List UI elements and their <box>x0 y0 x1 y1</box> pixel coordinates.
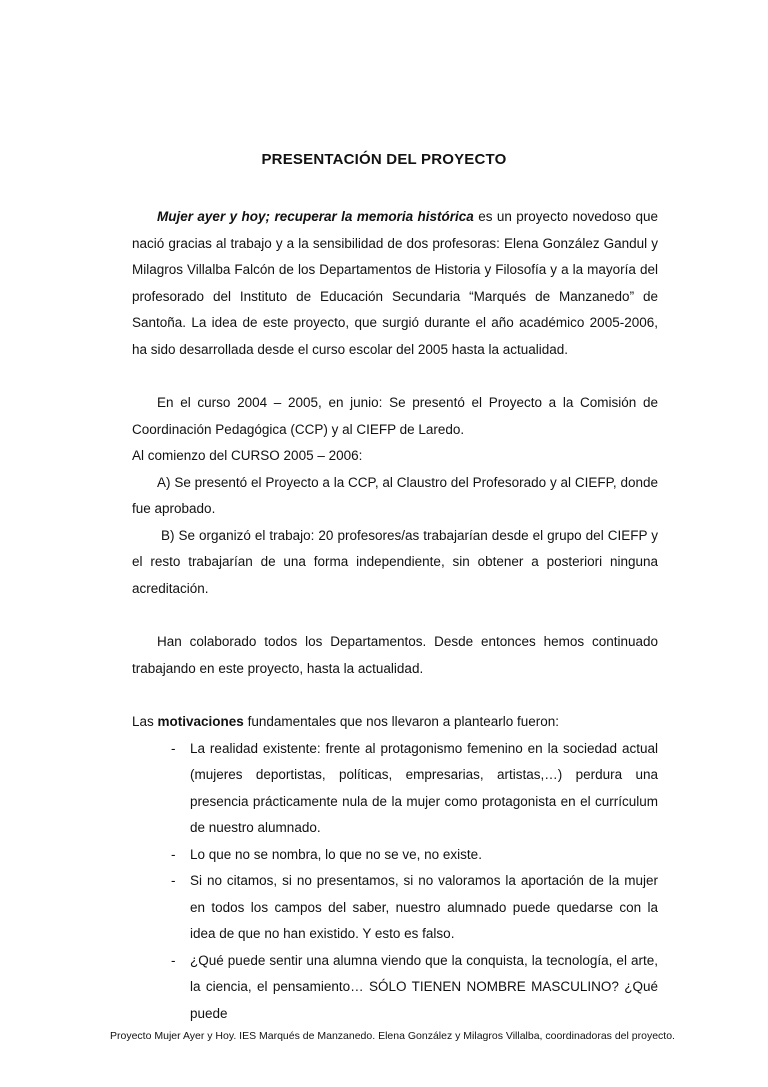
list-item <box>132 736 658 842</box>
motivations-suffix: fundamentales que nos llevaron a plantearlo fueron: <box>243 714 560 729</box>
dash-bullet: - <box>171 740 176 756</box>
collab-paragraph: Han colaborado todos los Departamentos. Desde entonces hemos continuado trabajando en este proyecto, hasta la actualidad. <box>132 634 658 676</box>
project-name: Mujer ayer y hoy; recuperar la memoria histórica <box>157 209 474 224</box>
list-item-text: La realidad existente: frente al protagonismo femenino en la sociedad actual (mujeres deportistas, políticas, empresarias, artistas,…) perdura una presencia prácticamente nula de la mujer como protagonista en el currículum de nuestro alumnado. <box>190 740 658 835</box>
page-footer: Proyecto Mujer Ayer y Hoy. IES Marqués de Manzanedo. Elena González y Milagros Villalba, coordinadoras del proyecto. <box>110 1030 675 1042</box>
history-item-a: A) Se presentó el Proyecto a la CCP, al Claustro del Profesorado y al CIEFP, donde fue aprobado. <box>132 474 658 516</box>
page-title: PRESENTACIÓN DEL PROYECTO <box>261 151 507 168</box>
motivations-bold: motivaciones <box>157 714 244 729</box>
history-paragraph-2: Al comienzo del CURSO 2005 – 2006: <box>132 448 363 463</box>
motivations-intro <box>132 709 658 736</box>
dash-bullet: - <box>171 873 176 888</box>
spacer <box>132 602 658 629</box>
dash-bullet: - <box>171 846 176 862</box>
history-item-b: B) Se organizó el trabajo: 20 profesores/as trabajarían desde el grupo del CIEFP y el resto trabajarían de una forma independiente, sin obtener a posteriori ninguna acreditación. <box>132 527 658 596</box>
history-paragraph-1: En el curso 2004 – 2005, en junio: Se presentó el Proyecto a la Comisión de Coordinación Pedagógica (CCP) y al CIEFP de Laredo. <box>132 395 658 437</box>
spacer <box>132 682 658 709</box>
motivations-prefix: Las <box>132 714 158 729</box>
document-body <box>132 204 658 1027</box>
intro-paragraph <box>132 204 658 363</box>
list-item-text: Si no citamos, si no presentamos, si no valoramos la aportación de la mujer en todos los campos del saber, nuestro alumnado puede quedarse con la idea de que no han existido. Y esto es falso. <box>190 873 658 941</box>
list-item-text: Lo que no se nombra, lo que no se ve, no existe. <box>190 846 482 862</box>
spacer <box>132 363 658 390</box>
list-item <box>132 868 658 948</box>
list-item <box>132 948 658 1028</box>
motivations-list <box>132 736 658 1028</box>
dash-bullet: - <box>171 952 176 968</box>
intro-text: es un proyecto novedoso que nació gracias al trabajo y a la sensibilidad de dos profesoras: Elena González Gandul y Milagros Villalba Falcón de los Departamentos de Historia y Filosofía y a la mayoría del profesorado del Instituto de Educación Secundaria “Marqués de Manzanedo” de Santoña. La idea de este proyecto, que surgió durante el año académico 2005-2006, ha sido desarrollada desde el curso escolar del 2005 hasta la actualidad. <box>132 209 658 357</box>
list-item-text: ¿Qué puede sentir una alumna viendo que la conquista, la tecnología, el arte, la ciencia, el pensamiento… SÓLO TIENEN NOMBRE MASCULINO? ¿Qué puede <box>190 952 658 1021</box>
list-item <box>132 842 658 869</box>
